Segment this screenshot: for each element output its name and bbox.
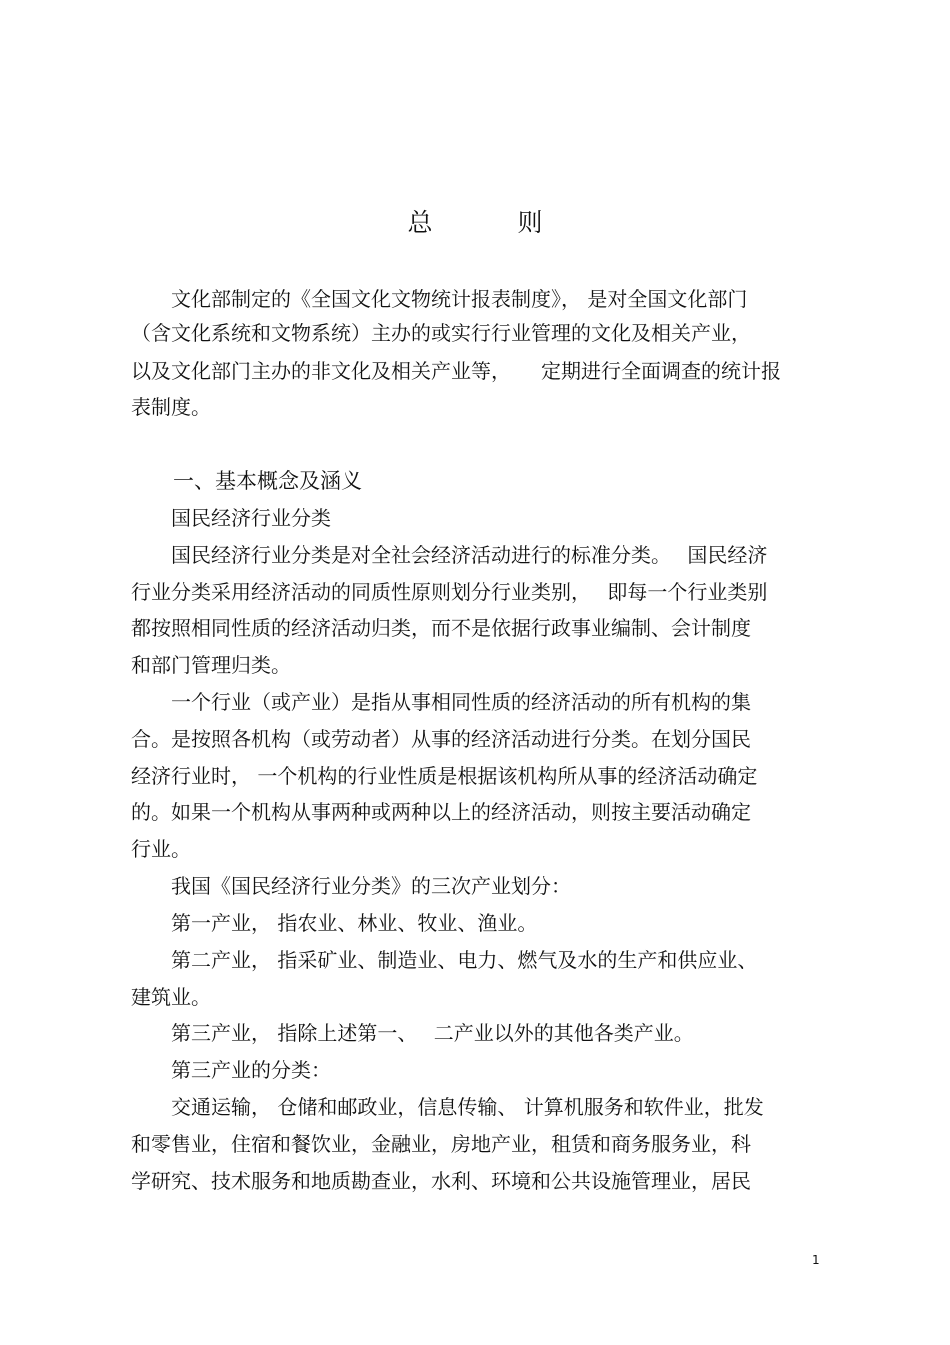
list-item: 第二产业， 指采矿业、制造业、电力、燃气及水的生产和供应业、 [131,948,758,972]
paragraph-line: 我国《国民经济行业分类》的三次产业划分： [131,874,571,898]
paragraph-line: 第三产业的分类： [131,1058,331,1082]
paragraph-line: （含文化系统和文物系统）主办的或实行行业管理的文化及相关产业， [131,321,751,345]
paragraph-line: 都按照相同性质的经济活动归类，而不是依据行政事业编制、会计制度 [131,616,751,640]
paragraph-line: 表制度。 [131,395,211,419]
paragraph-line: 学研究、技术服务和地质勘查业，水利、环境和公共设施管理业，居民 [131,1169,751,1193]
subsection-heading: 国民经济行业分类 [131,506,331,530]
paragraph-line: 和零售业，住宿和餐饮业，金融业，房地产业，租赁和商务服务业，科 [131,1132,751,1156]
section-heading: 一、基本概念及涵义 [131,469,362,493]
paragraph-line: 交通运输， 仓储和邮政业，信息传输、 计算机服务和软件业，批发 [131,1095,764,1119]
list-item: 建筑业。 [131,985,211,1009]
paragraph-line: 合。是按照各机构（或劳动者）从事的经济活动进行分类。在划分国民 [131,727,751,751]
paragraph-line: 文化部制定的《全国文化文物统计报表制度》， 是对全国文化部门 [131,287,748,311]
list-item: 第三产业， 指除上述第一、 二产业以外的其他各类产业。 [131,1021,694,1045]
paragraph-line: 国民经济行业分类是对全社会经济活动进行的标准分类。 国民经济 [131,543,768,567]
page-title: 总 则 [407,208,573,237]
paragraph-line: 行业。 [131,837,191,861]
page-number: 1 [812,1253,820,1267]
paragraph-line: 以及文化部门主办的非文化及相关产业等， 定期进行全面调查的统计报 [131,359,781,383]
paragraph-line: 经济行业时， 一个机构的行业性质是根据该机构所从事的经济活动确定 [131,764,758,788]
paragraph-line: 一个行业（或产业）是指从事相同性质的经济活动的所有机构的集 [131,690,751,714]
paragraph-line: 和部门管理归类。 [131,653,291,677]
list-item: 第一产业， 指农业、林业、牧业、渔业。 [131,911,538,935]
paragraph-line: 的。如果一个机构从事两种或两种以上的经济活动，则按主要活动确定 [131,800,751,824]
paragraph-line: 行业分类采用经济活动的同质性原则划分行业类别， 即每一个行业类别 [131,580,768,604]
